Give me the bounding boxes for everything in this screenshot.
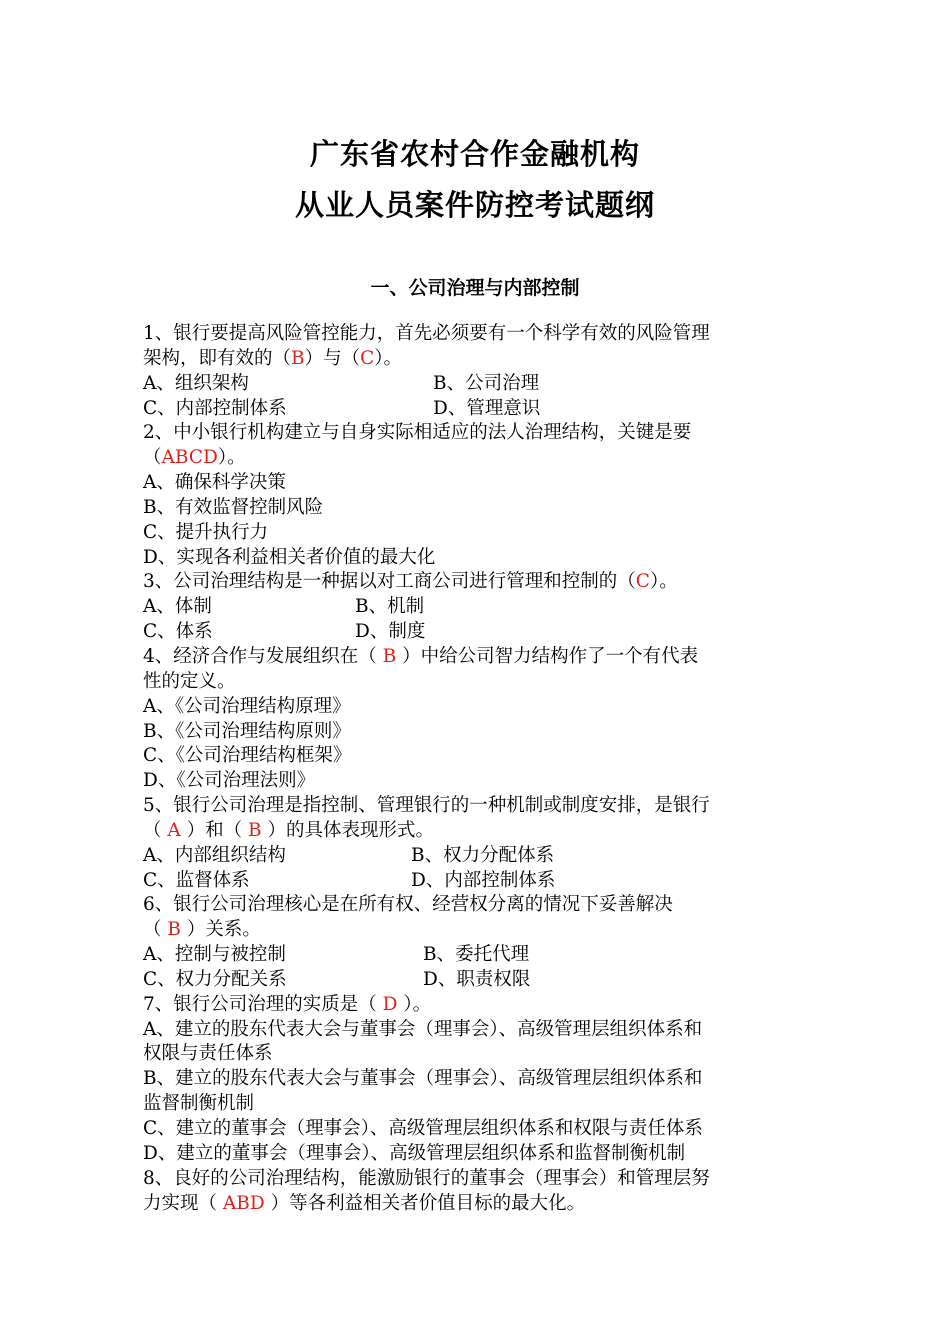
page-title-line-1: 广东省农村合作金融机构	[309, 137, 640, 171]
option-a: A、确保科学决策	[143, 472, 286, 494]
option-a: A、建立的股东代表大会与董事会（理事会）、高级管理层组织体系和	[143, 1018, 703, 1040]
answer-mark: B	[291, 347, 305, 369]
question-8-text: 8、良好的公司治理结构，能激励银行的董事会（理事会）和管理层努	[143, 1167, 710, 1189]
option-d: D、《公司治理法则》	[143, 770, 316, 792]
option-d: D、管理意识	[433, 397, 541, 419]
section-heading: 一、公司治理与内部控制	[370, 277, 580, 299]
page-title-line-2: 从业人员案件防控考试题纲	[294, 188, 655, 222]
option-row	[143, 943, 823, 968]
answer-mark: ABD	[222, 1192, 265, 1214]
option-b-cont: 监督制衡机制	[143, 1093, 255, 1115]
option-c: C、权力分配关系	[143, 968, 287, 990]
question-3-text: 3、公司治理结构是一种据以对工商公司进行管理和控制的（C）。	[143, 571, 678, 593]
option-c: C、建立的董事会（理事会）、高级管理层组织体系和权限与责任体系	[143, 1118, 703, 1139]
option-d: D、职责权限	[423, 968, 531, 990]
option-a: A、《公司治理结构原理》	[143, 695, 351, 717]
question-7-text: 7、银行公司治理的实质是（ D ）。	[143, 993, 432, 1015]
option-a: A、组织架构	[143, 372, 249, 394]
option-row	[143, 397, 823, 422]
option-row	[143, 844, 823, 869]
option-row	[143, 620, 823, 645]
option-c: C、体系	[143, 621, 213, 643]
option-b: B、权力分配体系	[411, 844, 555, 866]
question-4-text: 4、经济合作与发展组织在（ B ）中给公司智力结构作了一个有代表	[143, 645, 699, 667]
option-b: B、《公司治理结构原则》	[143, 720, 351, 742]
option-d: D、建立的董事会（理事会）、高级管理层组织体系和监督制衡机制	[143, 1142, 686, 1164]
option-a: A、控制与被控制	[143, 944, 286, 966]
option-d: D、内部控制体系	[411, 869, 556, 891]
option-b: B、委托代理	[423, 944, 530, 966]
question-list	[143, 322, 823, 1216]
option-c: C、提升执行力	[143, 521, 269, 543]
option-c: C、《公司治理结构框架》	[143, 745, 352, 767]
answer-mark: D	[382, 993, 398, 1015]
answer-mark: C	[360, 347, 375, 369]
option-row	[143, 595, 823, 620]
option-b: B、公司治理	[433, 372, 540, 394]
question-2-text: 2、中小银行机构建立与自身实际相适应的法人治理结构，关键是要	[143, 422, 692, 444]
option-row	[143, 372, 823, 397]
answer-mark: B	[382, 645, 397, 667]
answer-mark: C	[635, 571, 650, 593]
option-a: A、内部组织结构	[143, 844, 286, 866]
answer-mark: B	[248, 819, 262, 841]
question-2-text-cont: （ABCD）。	[143, 447, 246, 469]
answer-mark: ABCD	[161, 447, 218, 469]
question-1-text: 1、银行要提高风险管控能力，首先必须要有一个科学有效的风险管理	[143, 323, 710, 344]
option-row	[143, 968, 823, 993]
option-d: D、制度	[355, 621, 426, 643]
option-d: D、实现各利益相关者价值的最大化	[143, 546, 436, 568]
option-a-cont: 权限与责任体系	[143, 1043, 273, 1065]
answer-mark: B	[167, 919, 181, 941]
option-c: C、内部控制体系	[143, 397, 287, 419]
question-5-text-cont: （ A ）和（ B ）的具体表现形式。	[143, 819, 435, 841]
answer-mark: A	[167, 819, 181, 841]
option-b: B、有效监督控制风险	[143, 496, 324, 518]
question-5-text: 5、银行公司治理是指控制、管理银行的一种机制或制度安排，是银行	[143, 795, 710, 817]
option-b: B、机制	[355, 596, 425, 618]
question-4-text-cont: 性的定义。	[143, 670, 236, 692]
question-1-text-cont: 架构，即有效的（B）与（C）。	[143, 347, 403, 369]
question-6-text-cont: （ B ）关系。	[143, 919, 261, 941]
option-c: C、监督体系	[143, 869, 250, 891]
option-b: B、建立的股东代表大会与董事会（理事会）、高级管理层组织体系和	[143, 1068, 703, 1090]
option-a: A、体制	[143, 596, 212, 618]
question-8-text-cont: 力实现（ ABD ）等各利益相关者价值目标的最大化。	[143, 1192, 586, 1214]
question-6-text: 6、银行公司治理核心是在所有权、经营权分离的情况下妥善解决	[143, 894, 673, 916]
option-row	[143, 869, 823, 894]
